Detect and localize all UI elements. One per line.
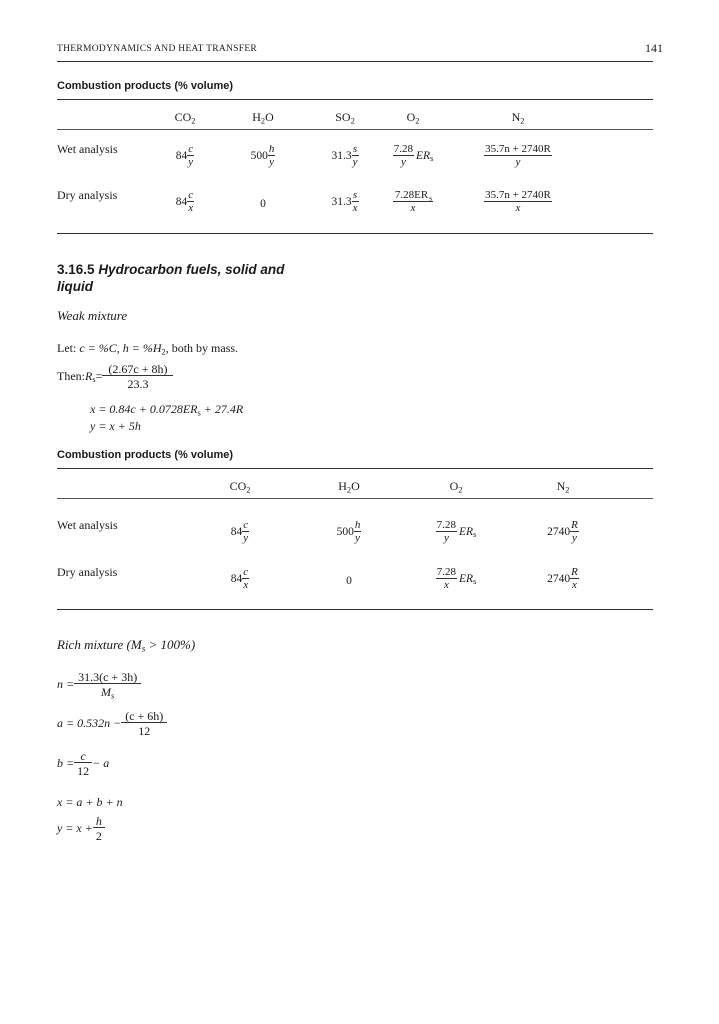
table1-cell-fraction xyxy=(484,144,552,168)
table2-cell-num: c xyxy=(243,519,249,531)
table2-top-rule xyxy=(57,468,653,469)
let-sub: 2 xyxy=(161,347,166,357)
a-equation xyxy=(57,710,167,737)
table2-col-base: N xyxy=(556,479,566,493)
table2-col-header xyxy=(200,479,280,494)
table1-cell xyxy=(473,190,563,214)
let-prefix: Let: xyxy=(57,341,80,355)
table1-cell-after: ER xyxy=(416,150,431,162)
table2-cell-coef: 2740 xyxy=(547,573,571,585)
x-eq-tail: + 27.4R xyxy=(200,402,244,416)
table2-cell-num: 7.28 xyxy=(436,519,457,531)
let-text: c = %C, h = %H xyxy=(79,341,162,355)
n-fraction xyxy=(74,670,141,701)
table2-cell-fraction xyxy=(570,567,579,591)
a-num: (c + 6h) xyxy=(125,709,164,723)
table2-cell-den: x xyxy=(572,579,577,591)
y-lhs: y = x + xyxy=(57,821,93,835)
table1-col-sub: 2 xyxy=(520,116,525,126)
table2-cell-coef: 500 xyxy=(336,526,354,538)
table1-cell-den: y xyxy=(484,155,552,168)
table1-col-base: O xyxy=(406,110,416,124)
rich-heading-prefix: Rich mixture (M xyxy=(57,637,142,652)
table1-col-base: SO xyxy=(335,110,351,124)
table2-cell-fraction xyxy=(570,520,579,544)
a-lhs: a = 0.532n − xyxy=(57,716,122,730)
table2-cell-den: y xyxy=(572,532,577,544)
y-den: 2 xyxy=(93,827,105,842)
table1-cell-den: y xyxy=(352,156,358,168)
table2-cell-fraction xyxy=(354,520,362,544)
n-equation xyxy=(57,670,141,701)
table2-col-header xyxy=(309,479,389,494)
table1-col-base: CO xyxy=(174,110,192,124)
table2-cell-after-sub: s xyxy=(473,530,477,540)
table2-cell-after-sub: s xyxy=(473,577,477,587)
table2-cell-fraction xyxy=(242,567,249,591)
page-number: 141 xyxy=(645,41,663,55)
table2-cell xyxy=(411,567,501,591)
table1-header-rule xyxy=(57,129,653,130)
n-num: 31.3(c + 3h) xyxy=(78,670,138,684)
rs-fraction xyxy=(102,363,173,390)
table1-cell-fraction xyxy=(352,144,359,168)
table1-cell-den: y xyxy=(393,155,414,168)
n-lhs: n = xyxy=(57,677,75,691)
let-definition xyxy=(57,341,238,356)
table1-cell xyxy=(218,190,308,210)
table1-cell-fraction xyxy=(187,144,194,168)
table2-cell-num: 7.28 xyxy=(436,566,457,578)
table1-col-base: H xyxy=(252,110,261,124)
table2-title: Combustion products (% volume) xyxy=(57,449,233,461)
table1-cell-num: c xyxy=(188,143,194,155)
table2-cell-num: c xyxy=(243,566,249,578)
table1-col-header xyxy=(478,110,558,125)
table1-bottom-rule xyxy=(57,233,653,234)
table2-col-base: H xyxy=(338,479,347,493)
table2-cell-num: R xyxy=(571,566,578,578)
table2-cell xyxy=(304,567,394,587)
table1-cell-num: h xyxy=(268,143,275,155)
table2-cell-num: R xyxy=(571,519,578,531)
table2-cell xyxy=(411,520,501,544)
table2-col-base: O xyxy=(449,479,459,493)
table1-cell-num-wrap xyxy=(393,190,433,201)
table1-col-header xyxy=(223,110,303,125)
table1-cell-num-sub: s xyxy=(429,193,433,203)
table2-col-sub: 2 xyxy=(346,485,352,495)
table2-cell-after: ER xyxy=(459,526,474,538)
table1-cell-coef: 31.3 xyxy=(331,150,352,162)
table1-cell xyxy=(140,190,230,214)
section-number: 3.16.5 xyxy=(57,262,95,277)
table1-cell xyxy=(368,190,458,214)
b-den: 12 xyxy=(74,762,92,777)
table1-cell-den: x xyxy=(188,202,194,214)
b-fraction xyxy=(74,750,92,777)
table2-cell-text: 0 xyxy=(346,575,352,587)
table1-cell-den: x xyxy=(393,201,433,214)
x-equation xyxy=(90,402,243,417)
table2-cell xyxy=(304,520,394,544)
table2-cell-fraction xyxy=(436,567,457,591)
rs-lhs: R xyxy=(85,369,93,383)
table1-cell-den: x xyxy=(352,202,358,214)
table1-cell-text: 0 xyxy=(260,198,266,210)
a-fraction xyxy=(121,710,167,737)
section-title-line2: liquid xyxy=(57,279,93,294)
section-title-line1: Hydrocarbon fuels, solid and xyxy=(98,262,285,277)
table2-cell xyxy=(195,567,285,591)
table2-cell xyxy=(518,567,608,591)
rich-heading-sub: s xyxy=(141,643,146,654)
table1-col-header xyxy=(373,110,453,125)
running-header: THERMODYNAMICS AND HEAT TRANSFER xyxy=(57,44,258,54)
b-num: c xyxy=(80,749,86,763)
table1-cell-den: y xyxy=(188,156,194,168)
table1-cell-coef: 31.3 xyxy=(331,196,352,208)
b-equation xyxy=(57,750,109,777)
table1-cell-coef: 84 xyxy=(175,150,188,162)
table2-bottom-rule xyxy=(57,609,653,610)
table1-cell-fraction xyxy=(352,190,359,214)
y-eq: y = x + 5h xyxy=(90,419,141,433)
x-sum-equation xyxy=(57,795,123,810)
table2-col-sub: 2 xyxy=(458,485,463,495)
table1-cell-num: 7.28ER xyxy=(394,189,429,201)
table1-cell-fraction xyxy=(268,144,276,168)
table1-cell-num: c xyxy=(188,189,194,201)
table2-cell-fraction xyxy=(436,520,457,544)
table1-cell-fraction xyxy=(484,190,552,214)
rich-heading-suffix: > 100%) xyxy=(145,637,196,652)
table1-cell-fraction xyxy=(187,190,194,214)
table2-cell-coef: 84 xyxy=(230,526,243,538)
then-prefix: Then: xyxy=(57,369,85,383)
table1-cell xyxy=(218,144,308,168)
table1-cell-num: 35.7n + 2740R xyxy=(485,143,551,155)
table1-cell-num: 35.7n + 2740R xyxy=(485,189,551,201)
table2-header-rule xyxy=(57,498,653,499)
table2-cell-den: y xyxy=(243,532,249,544)
b-tail: − a xyxy=(92,756,110,770)
header-rule xyxy=(57,61,653,62)
table1-cell xyxy=(473,144,563,168)
table2-cell-after: ER xyxy=(459,573,474,585)
table2-col-base: CO xyxy=(229,479,247,493)
table1-cell-after-sub: s xyxy=(430,154,434,164)
table1-col-sub: 2 xyxy=(191,116,196,126)
rs-den: 23.3 xyxy=(102,375,173,390)
table2-col-sub: 2 xyxy=(246,485,251,495)
section-heading xyxy=(57,261,284,295)
table2-cell-den: x xyxy=(243,579,249,591)
y-fraction xyxy=(93,815,105,842)
x-eq: x = 0.84c + 0.0728ER xyxy=(90,402,198,416)
rs-num: (2.67c + 8h) xyxy=(108,362,168,376)
table1-cell-coef: 84 xyxy=(175,196,188,208)
table1-cell-fraction xyxy=(393,190,433,214)
table1-col-after: O xyxy=(265,110,274,124)
table2-row-label: Wet analysis xyxy=(57,518,118,532)
x-sum: x = a + b + n xyxy=(57,795,123,809)
table2-cell xyxy=(518,520,608,544)
table2-row-label: Dry analysis xyxy=(57,565,118,579)
table1-cell-den: y xyxy=(269,156,275,168)
table1-row-label: Wet analysis xyxy=(57,142,118,156)
y-equation xyxy=(90,419,141,434)
table1-col-base: N xyxy=(511,110,521,124)
table2-cell-den: y xyxy=(355,532,361,544)
table1-col-header xyxy=(145,110,225,125)
table2-cell-coef: 2740 xyxy=(547,526,571,538)
table2-col-header xyxy=(523,479,603,494)
table1-cell-num: s xyxy=(352,189,358,201)
n-den-sub: s xyxy=(111,691,115,701)
table1-col-sub: 2 xyxy=(260,116,266,126)
table1-col-sub: 2 xyxy=(350,116,355,126)
table2-cell-fraction xyxy=(242,520,249,544)
table2-cell-den: y xyxy=(436,531,457,544)
table1-top-rule xyxy=(57,99,653,100)
a-den: 12 xyxy=(121,722,167,737)
table1-cell-num: 7.28 xyxy=(393,143,414,155)
table2-col-sub: 2 xyxy=(565,485,570,495)
table1-cell-coef: 500 xyxy=(250,150,268,162)
table2-cell-den: x xyxy=(436,578,457,591)
table1-title: Combustion products (% volume) xyxy=(57,80,233,92)
y-rich-equation xyxy=(57,815,105,842)
table2-col-after: O xyxy=(351,479,360,493)
table2-cell xyxy=(195,520,285,544)
table1-cell xyxy=(140,144,230,168)
rs-equation: $Then:R_s=$ $\frac{(2.67c + 8h)}{23.3}$ xyxy=(57,363,173,390)
table1-cell-num: s xyxy=(352,143,358,155)
table1-col-sub: 2 xyxy=(415,116,420,126)
rs-sub: s xyxy=(92,374,96,384)
n-den: M xyxy=(101,685,112,699)
weak-mixture-heading: Weak mixture xyxy=(57,308,128,323)
y-num: h xyxy=(95,814,102,828)
table2-cell-coef: 84 xyxy=(230,573,243,585)
x-eq-sub: s xyxy=(197,408,201,418)
rich-mixture-heading xyxy=(57,637,195,653)
table2-col-header xyxy=(416,479,496,494)
table1-row-label: Dry analysis xyxy=(57,188,118,202)
table1-cell xyxy=(368,144,458,168)
table2-cell-num: h xyxy=(354,519,361,531)
table1-cell-fraction xyxy=(393,144,414,168)
let-suffix: , both by mass. xyxy=(165,341,239,355)
b-lhs: b = xyxy=(57,756,75,770)
table1-cell-den: x xyxy=(484,201,552,214)
